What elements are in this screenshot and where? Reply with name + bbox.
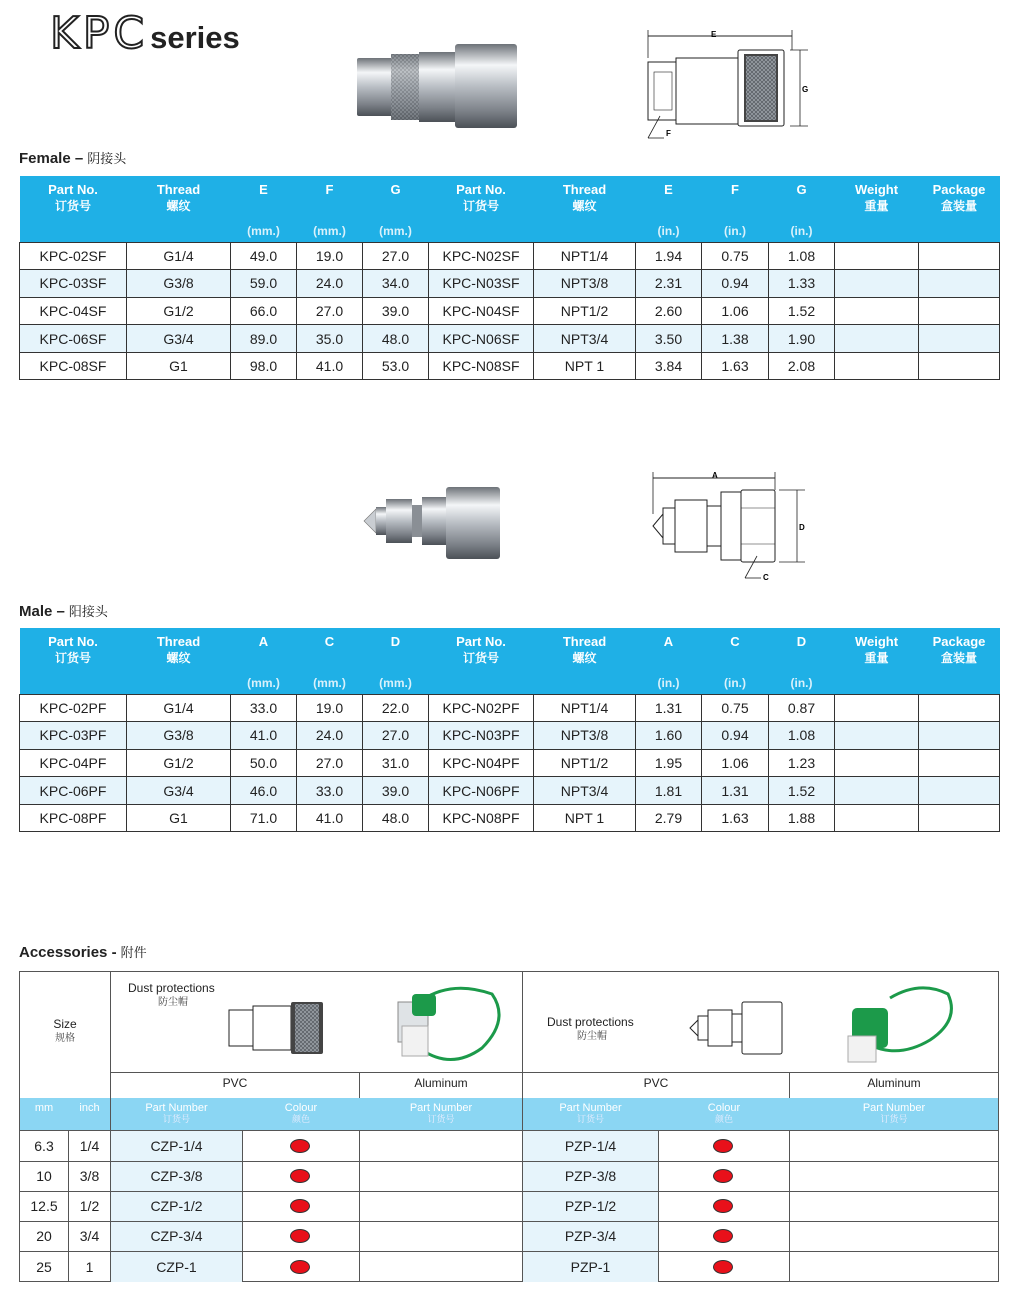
right-part-number: PZP-3/8 bbox=[564, 1168, 617, 1184]
male-cell: 2.79 bbox=[636, 804, 702, 832]
male-cell: KPC-N08PF bbox=[429, 804, 534, 832]
size-label: Size 规格 bbox=[53, 1017, 77, 1044]
right-aluminum-label: Aluminum bbox=[867, 1076, 921, 1090]
female-cell: G1 bbox=[127, 352, 231, 380]
size-inch: 3/8 bbox=[79, 1168, 100, 1184]
male-cell: KPC-04PF bbox=[20, 749, 127, 777]
female-cell: NPT1/4 bbox=[534, 242, 636, 270]
left-dust-cap-image bbox=[382, 980, 502, 1070]
female-cell: 0.75 bbox=[702, 242, 769, 270]
male-cell: 0.75 bbox=[702, 694, 769, 722]
right-colour-dot bbox=[713, 1260, 733, 1274]
table-row bbox=[20, 694, 1000, 722]
table-row bbox=[20, 777, 1000, 805]
male-cell: 1.23 bbox=[769, 749, 835, 777]
male-cell: KPC-N04PF bbox=[429, 749, 534, 777]
male-cell: 48.0 bbox=[363, 804, 429, 832]
right-colour-dot bbox=[713, 1139, 733, 1153]
header-left-part: Part Number 订货号 bbox=[145, 1102, 208, 1125]
female-cell: 2.60 bbox=[636, 297, 702, 325]
table-row bbox=[20, 325, 1000, 353]
female-cell: 1.52 bbox=[769, 297, 835, 325]
male-cell: 46.0 bbox=[231, 777, 297, 805]
male-title-cn: 阳接头 bbox=[68, 605, 108, 620]
male-cell: 50.0 bbox=[231, 749, 297, 777]
female-cell: 1.08 bbox=[769, 242, 835, 270]
male-cell: 1.63 bbox=[702, 804, 769, 832]
female-cell: 24.0 bbox=[297, 270, 363, 298]
male-cell: KPC-N02PF bbox=[429, 694, 534, 722]
female-cell bbox=[919, 242, 1000, 270]
female-title-en: Female – bbox=[19, 150, 84, 167]
male-cell: 41.0 bbox=[231, 722, 297, 750]
male-unit-10 bbox=[835, 672, 919, 694]
size-inch: 1/4 bbox=[79, 1137, 100, 1154]
female-cell: 39.0 bbox=[363, 297, 429, 325]
male-cell: 1.88 bbox=[769, 804, 835, 832]
right-pvc-label: PVC bbox=[643, 1076, 669, 1090]
female-cell bbox=[835, 270, 919, 298]
female-header-6: Thread 螺纹 bbox=[534, 176, 636, 220]
male-unit-5 bbox=[429, 672, 534, 694]
left-pvc-label: PVC bbox=[222, 1076, 248, 1090]
header-left-colour: Colour 颜色 bbox=[284, 1102, 318, 1125]
header-left-al-part: Part Number 订货号 bbox=[409, 1102, 473, 1125]
female-cell: 53.0 bbox=[363, 352, 429, 380]
male-header-7: A bbox=[636, 628, 702, 672]
male-cell bbox=[835, 777, 919, 805]
male-cell: KPC-06PF bbox=[20, 777, 127, 805]
male-cell: 1.60 bbox=[636, 722, 702, 750]
female-cell bbox=[919, 325, 1000, 353]
female-cell: 3.50 bbox=[636, 325, 702, 353]
male-title-en: Male – bbox=[19, 603, 65, 620]
header-right-colour: Colour 颜色 bbox=[707, 1102, 741, 1125]
table-row bbox=[20, 749, 1000, 777]
female-header-11: Package 盒装量 bbox=[919, 176, 1000, 220]
female-cell: KPC-N04SF bbox=[429, 297, 534, 325]
left-female-drawing bbox=[227, 1000, 327, 1056]
male-spec-table bbox=[19, 628, 1000, 832]
male-cell: 41.0 bbox=[297, 804, 363, 832]
female-cell bbox=[835, 242, 919, 270]
female-cell: 0.94 bbox=[702, 270, 769, 298]
female-cell bbox=[919, 270, 1000, 298]
female-cell: 1.38 bbox=[702, 325, 769, 353]
female-cell: 1.94 bbox=[636, 242, 702, 270]
female-unit-3: (mm.) bbox=[297, 220, 363, 242]
male-header-9: D bbox=[769, 628, 835, 672]
female-header-1: Thread 螺纹 bbox=[127, 176, 231, 220]
male-cell: NPT3/8 bbox=[534, 722, 636, 750]
female-cell: G3/8 bbox=[127, 270, 231, 298]
female-header-7: E bbox=[636, 176, 702, 220]
right-part-number: PZP-1 bbox=[570, 1258, 611, 1275]
female-cell: 1.06 bbox=[702, 297, 769, 325]
female-cell bbox=[919, 352, 1000, 380]
left-colour-dot bbox=[290, 1260, 310, 1274]
size-inch: 1 bbox=[85, 1258, 94, 1275]
series-logo bbox=[50, 8, 240, 59]
female-cell bbox=[835, 297, 919, 325]
male-cell bbox=[835, 722, 919, 750]
male-cell: 27.0 bbox=[363, 722, 429, 750]
male-unit-2: (mm.) bbox=[231, 672, 297, 694]
male-cell: 0.94 bbox=[702, 722, 769, 750]
male-unit-3: (mm.) bbox=[297, 672, 363, 694]
right-dust-cap-image bbox=[830, 980, 960, 1070]
female-unit-0 bbox=[20, 220, 127, 242]
male-section-title bbox=[19, 601, 108, 620]
female-cell: 3.84 bbox=[636, 352, 702, 380]
female-cell: KPC-08SF bbox=[20, 352, 127, 380]
logo-suffix: series bbox=[150, 20, 240, 55]
accessories-section-title bbox=[19, 942, 147, 961]
female-cell: 34.0 bbox=[363, 270, 429, 298]
male-header-0: Part No. 订货号 bbox=[20, 628, 127, 672]
left-colour-dot bbox=[290, 1199, 310, 1213]
female-cell: KPC-N08SF bbox=[429, 352, 534, 380]
female-title-cn: 阴接头 bbox=[87, 152, 127, 167]
right-colour-dot bbox=[713, 1199, 733, 1213]
male-cell: KPC-02PF bbox=[20, 694, 127, 722]
male-cell: 1.31 bbox=[636, 694, 702, 722]
female-cell: 89.0 bbox=[231, 325, 297, 353]
female-section-title bbox=[19, 148, 126, 167]
male-cell: KPC-N06PF bbox=[429, 777, 534, 805]
table-row bbox=[20, 804, 1000, 832]
female-cell bbox=[835, 325, 919, 353]
female-dimension-drawing bbox=[640, 28, 820, 143]
male-header-1: Thread 螺纹 bbox=[127, 628, 231, 672]
female-cell: G1/2 bbox=[127, 297, 231, 325]
size-mm: 20 bbox=[36, 1228, 52, 1244]
left-colour-dot bbox=[290, 1229, 310, 1243]
right-part-number: PZP-1/4 bbox=[564, 1137, 617, 1154]
male-unit-8: (in.) bbox=[702, 672, 769, 694]
male-unit-1 bbox=[127, 672, 231, 694]
male-cell bbox=[919, 749, 1000, 777]
accessories-title-cn: 附件 bbox=[120, 946, 147, 961]
left-part-number: CZP-3/8 bbox=[150, 1168, 203, 1184]
male-header-6: Thread 螺纹 bbox=[534, 628, 636, 672]
female-cell: 41.0 bbox=[297, 352, 363, 380]
female-header-4: G bbox=[363, 176, 429, 220]
female-header-0: Part No. 订货号 bbox=[20, 176, 127, 220]
male-cell: 31.0 bbox=[363, 749, 429, 777]
female-cell: 35.0 bbox=[297, 325, 363, 353]
header-mm: mm bbox=[34, 1102, 54, 1114]
male-cell: KPC-08PF bbox=[20, 804, 127, 832]
male-cell: KPC-N03PF bbox=[429, 722, 534, 750]
female-spec-table bbox=[19, 176, 1000, 380]
female-header-5: Part No. 订货号 bbox=[429, 176, 534, 220]
male-cell: G3/8 bbox=[127, 722, 231, 750]
header-right-al-part: Part Number 订货号 bbox=[862, 1102, 926, 1125]
female-cell: G1/4 bbox=[127, 242, 231, 270]
male-cell: 19.0 bbox=[297, 694, 363, 722]
size-mm: 25 bbox=[36, 1258, 52, 1275]
female-unit-7: (in.) bbox=[636, 220, 702, 242]
size-inch: 1/2 bbox=[79, 1198, 100, 1214]
male-cell: KPC-03PF bbox=[20, 722, 127, 750]
male-cell: 1.81 bbox=[636, 777, 702, 805]
female-cell: 49.0 bbox=[231, 242, 297, 270]
female-cell: 1.33 bbox=[769, 270, 835, 298]
male-cell: G1/2 bbox=[127, 749, 231, 777]
male-header-8: C bbox=[702, 628, 769, 672]
table-row bbox=[20, 297, 1000, 325]
female-cell: 27.0 bbox=[363, 242, 429, 270]
table-row bbox=[20, 722, 1000, 750]
female-cell: G3/4 bbox=[127, 325, 231, 353]
female-cell: NPT3/4 bbox=[534, 325, 636, 353]
female-unit-9: (in.) bbox=[769, 220, 835, 242]
size-mm: 10 bbox=[36, 1168, 52, 1184]
header-inch: inch bbox=[79, 1102, 100, 1114]
female-cell: KPC-03SF bbox=[20, 270, 127, 298]
male-unit-11 bbox=[919, 672, 1000, 694]
female-unit-6 bbox=[534, 220, 636, 242]
female-cell bbox=[919, 297, 1000, 325]
male-cell: NPT3/4 bbox=[534, 777, 636, 805]
male-dimension-drawing bbox=[645, 468, 815, 588]
male-cell bbox=[919, 722, 1000, 750]
female-cell: KPC-N03SF bbox=[429, 270, 534, 298]
left-part-number: CZP-1/4 bbox=[150, 1137, 203, 1154]
male-cell: 1.52 bbox=[769, 777, 835, 805]
female-cell: 2.08 bbox=[769, 352, 835, 380]
female-coupler-photo bbox=[355, 40, 520, 130]
male-cell: 33.0 bbox=[231, 694, 297, 722]
male-cell: 22.0 bbox=[363, 694, 429, 722]
male-cell: 27.0 bbox=[297, 749, 363, 777]
table-row bbox=[20, 352, 1000, 380]
male-cell: NPT1/2 bbox=[534, 749, 636, 777]
female-cell: NPT3/8 bbox=[534, 270, 636, 298]
left-part-number: CZP-1/2 bbox=[150, 1198, 203, 1214]
male-cell: 1.08 bbox=[769, 722, 835, 750]
male-header-10: Weight 重量 bbox=[835, 628, 919, 672]
female-unit-11 bbox=[919, 220, 1000, 242]
male-header-11: Package 盒装量 bbox=[919, 628, 1000, 672]
label-g: G bbox=[802, 85, 809, 94]
female-cell: NPT 1 bbox=[534, 352, 636, 380]
right-part-number: PZP-3/4 bbox=[564, 1228, 617, 1244]
left-part-number: CZP-1 bbox=[156, 1258, 197, 1275]
right-male-drawing bbox=[688, 1000, 788, 1056]
size-inch: 3/4 bbox=[79, 1228, 100, 1244]
left-part-number: CZP-3/4 bbox=[150, 1228, 203, 1244]
label-c: C bbox=[763, 573, 769, 582]
table-row bbox=[20, 270, 1000, 298]
male-cell bbox=[835, 694, 919, 722]
left-aluminum-label: Aluminum bbox=[414, 1076, 468, 1090]
size-mm: 12.5 bbox=[30, 1198, 58, 1214]
female-header-8: F bbox=[702, 176, 769, 220]
right-colour-dot bbox=[713, 1229, 733, 1243]
left-colour-dot bbox=[290, 1169, 310, 1183]
male-cell bbox=[919, 694, 1000, 722]
male-unit-0 bbox=[20, 672, 127, 694]
male-cell: 1.06 bbox=[702, 749, 769, 777]
female-cell: KPC-02SF bbox=[20, 242, 127, 270]
male-unit-7: (in.) bbox=[636, 672, 702, 694]
male-cell: 39.0 bbox=[363, 777, 429, 805]
label-d: D bbox=[799, 523, 805, 532]
male-cell: 1.95 bbox=[636, 749, 702, 777]
female-cell: KPC-N06SF bbox=[429, 325, 534, 353]
female-header-3: F bbox=[297, 176, 363, 220]
male-unit-6 bbox=[534, 672, 636, 694]
male-unit-4: (mm.) bbox=[363, 672, 429, 694]
female-unit-1 bbox=[127, 220, 231, 242]
female-cell: 1.90 bbox=[769, 325, 835, 353]
accessories-title-en: Accessories - bbox=[19, 944, 117, 961]
male-cell: G1/4 bbox=[127, 694, 231, 722]
female-cell: KPC-06SF bbox=[20, 325, 127, 353]
right-dust-label: Dust protections 防尘帽 bbox=[547, 1015, 634, 1042]
header-right-part: Part Number 订货号 bbox=[559, 1102, 622, 1125]
size-mm: 6.3 bbox=[34, 1137, 54, 1154]
female-cell: KPC-04SF bbox=[20, 297, 127, 325]
female-unit-5 bbox=[429, 220, 534, 242]
female-cell: 19.0 bbox=[297, 242, 363, 270]
female-unit-4: (mm.) bbox=[363, 220, 429, 242]
right-part-number: PZP-1/2 bbox=[564, 1198, 617, 1214]
female-cell: 66.0 bbox=[231, 297, 297, 325]
female-cell: 1.63 bbox=[702, 352, 769, 380]
male-header-3: C bbox=[297, 628, 363, 672]
female-unit-8: (in.) bbox=[702, 220, 769, 242]
female-header-10: Weight 重量 bbox=[835, 176, 919, 220]
male-cell bbox=[835, 804, 919, 832]
male-cell: 1.31 bbox=[702, 777, 769, 805]
table-row bbox=[20, 242, 1000, 270]
male-cell bbox=[919, 804, 1000, 832]
female-unit-10 bbox=[835, 220, 919, 242]
male-cell: 71.0 bbox=[231, 804, 297, 832]
male-coupler-photo bbox=[362, 483, 502, 563]
female-cell: 27.0 bbox=[297, 297, 363, 325]
male-header-2: A bbox=[231, 628, 297, 672]
female-cell: 48.0 bbox=[363, 325, 429, 353]
male-cell: NPT 1 bbox=[534, 804, 636, 832]
left-dust-label: Dust protections 防尘帽 bbox=[128, 981, 215, 1008]
male-cell: G1 bbox=[127, 804, 231, 832]
logo-brand: KPC bbox=[50, 8, 149, 59]
label-f: F bbox=[666, 129, 671, 138]
female-header-9: G bbox=[769, 176, 835, 220]
left-colour-dot bbox=[290, 1139, 310, 1153]
male-cell bbox=[835, 749, 919, 777]
label-a: A bbox=[712, 471, 718, 480]
male-header-4: D bbox=[363, 628, 429, 672]
female-header-2: E bbox=[231, 176, 297, 220]
label-e: E bbox=[711, 30, 717, 39]
male-cell: 0.87 bbox=[769, 694, 835, 722]
female-cell: 2.31 bbox=[636, 270, 702, 298]
male-header-5: Part No. 订货号 bbox=[429, 628, 534, 672]
accessories-table bbox=[19, 971, 999, 1282]
female-cell: 59.0 bbox=[231, 270, 297, 298]
female-cell: NPT1/2 bbox=[534, 297, 636, 325]
female-cell: 98.0 bbox=[231, 352, 297, 380]
male-cell: NPT1/4 bbox=[534, 694, 636, 722]
right-colour-dot bbox=[713, 1169, 733, 1183]
male-cell: 33.0 bbox=[297, 777, 363, 805]
female-unit-2: (mm.) bbox=[231, 220, 297, 242]
male-unit-9: (in.) bbox=[769, 672, 835, 694]
male-cell: 24.0 bbox=[297, 722, 363, 750]
male-cell bbox=[919, 777, 1000, 805]
female-cell: KPC-N02SF bbox=[429, 242, 534, 270]
male-cell: G3/4 bbox=[127, 777, 231, 805]
female-cell bbox=[835, 352, 919, 380]
